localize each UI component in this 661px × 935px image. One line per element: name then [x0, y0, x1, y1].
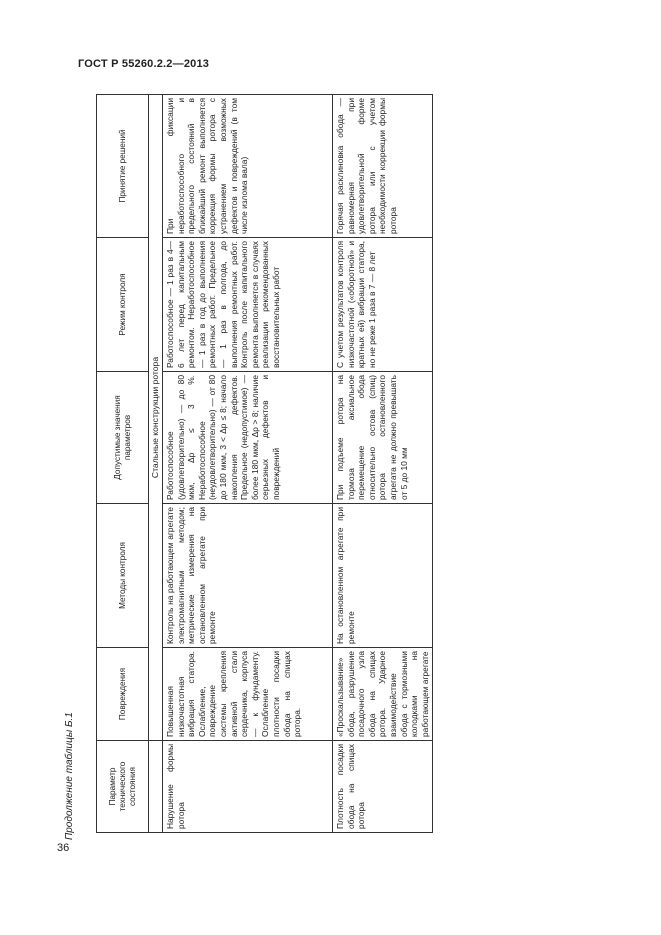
column-header: Методы контроля	[97, 504, 149, 648]
table-cell-parameter: Нарушение формы ротора	[163, 741, 333, 833]
column-header: Допустимые значения параметров	[97, 372, 149, 504]
rotated-table-frame	[96, 95, 430, 833]
table-cell-values: При подъеме ротора на тормоза аксиальное перемещение обода относительно остова (спиц) ротора остановленного агрегата не должно превышать от 5 до 10 мм	[333, 372, 433, 504]
page-number: 36	[57, 842, 70, 854]
technical-state-table	[96, 94, 433, 833]
column-header: Параметр технического состояния	[97, 741, 149, 833]
table-cell-damages: «Проскальзывание» обода, разрушение посадочного узла обода на спицах ротора. Ударное взаимодействие обода с тормозными колодками на работающем агрегате	[333, 648, 433, 741]
table-cell-parameter: Плотность посадки обода на спицах ротора	[333, 741, 433, 833]
standard-header: ГОСТ Р 55260.2.2—2013	[78, 58, 210, 70]
table-cell-damages: Повышенная низкочастотная вибрация статора. Ослабление, повреждение системы крепления активной стали сердечника, корпуса — к фундаменту. Ослабление плотности посадки обода на спицах ротора.	[163, 648, 333, 741]
table-row	[163, 95, 333, 833]
table-cell-values: Работоспособное (удовлетворительно) — до 80 мкм, Δр ≤ 3 %. Неработоспособное (неудовлетворительно) — от 80 до 180 мкм, 3 < Δр ≤ 8; начало накопления дефектов. Предельное (недопустимое) — более 180 мкм, Δр > 8; наличие серьезных дефектов и повреждений	[163, 372, 333, 504]
table-row	[333, 95, 433, 833]
column-header: Режим контроля	[97, 238, 149, 372]
table-cell-decision: При фиксации неработоспособного и предельного состояний в ближайший ремонт выполняется коррекция формы ротора с устранением возможных дефектов и повреждений (в том числе излома вала)	[163, 95, 333, 238]
table-cell-mode: Работоспособное — 1 раз в 4—6 лет перед капитальным ремонтом. Неработоспособное — 1 раз в год до выполнения ремонтных работ. Предельное — 1 раз в полгода, до выполнения ремонтных работ. Контроль после капитального ремонта выполняется в случаях реализации рекомендованных восстановительных работ	[163, 238, 333, 372]
column-header: Принятие решений	[97, 95, 149, 238]
table-cell-methods: На остановленном агрегате при ремонте	[333, 504, 433, 648]
table-caption: Продолжение таблицы Б.1	[64, 712, 75, 840]
section-title: Стальные конструкции ротора	[149, 95, 163, 741]
column-header: Повреждения	[97, 648, 149, 741]
table-cell-methods: Контроль на работающем агрегате электромагнитным методом; метрические измерения на остановленном агрегате при ремонте	[163, 504, 333, 648]
table-cell-mode: С учетом результатов контроля низкочастотной («оборотной» и кратных ей) вибрации статора, но не реже 1 раза в 7 — 8 лет	[333, 238, 433, 372]
table-cell-decision: Горячая расклиновка обода — равномерная при удовлетворительной форме ротора или с учетом необходимости коррекции формы ротора	[333, 95, 433, 238]
